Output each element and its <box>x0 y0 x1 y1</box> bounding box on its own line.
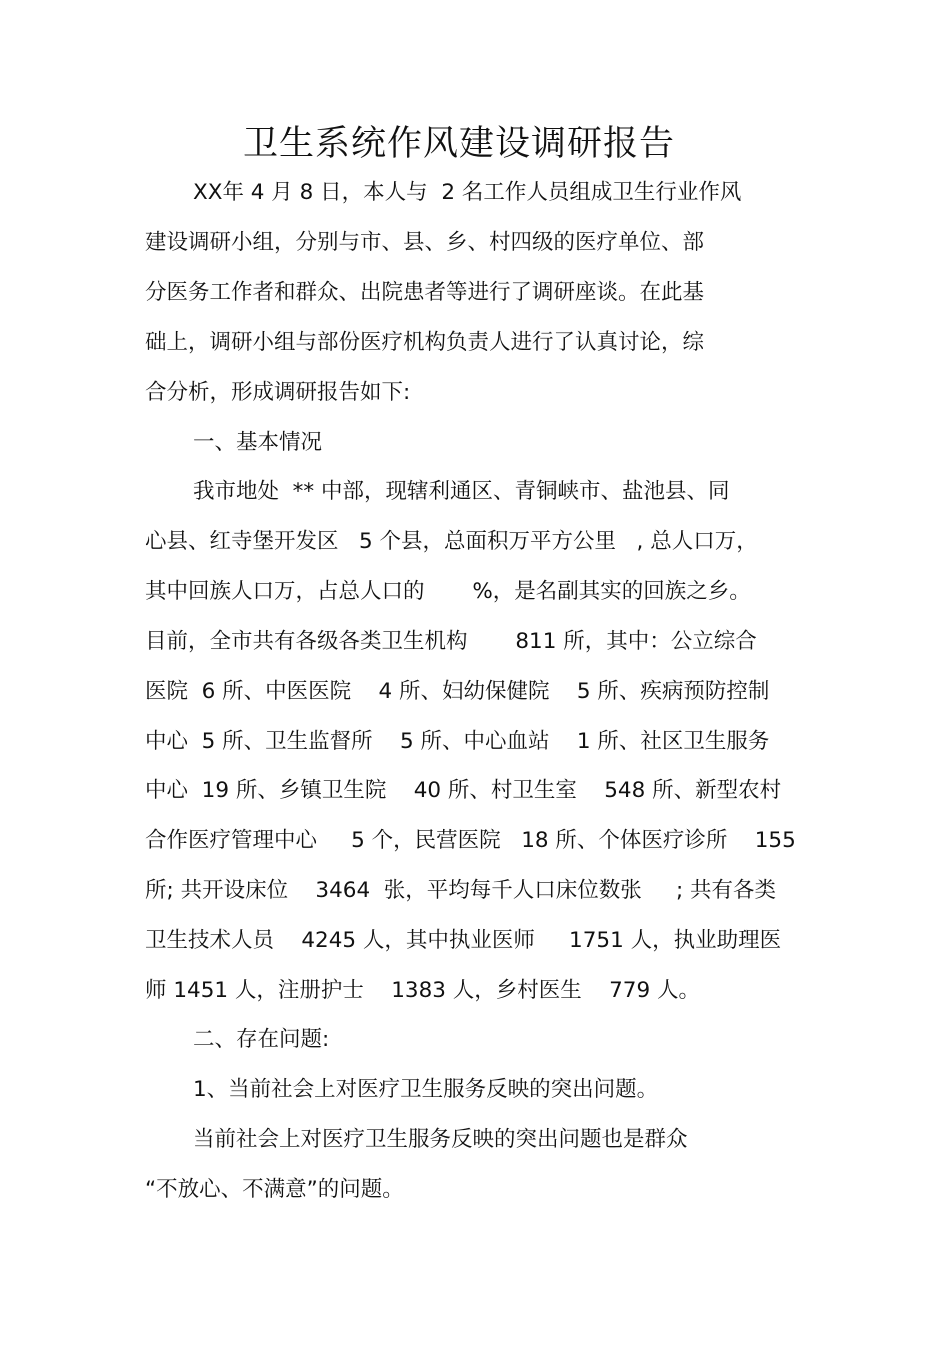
paragraph-line: 目前，全市共有各级各类卫生机构 811 所，其中：公立综合 <box>145 629 757 654</box>
paragraph-line: 中心 19 所、乡镇卫生院 40 所、村卫生室 548 所、新型农村 <box>145 778 782 803</box>
section-heading: 一、基本情况 <box>193 430 323 455</box>
paragraph-line: 医院 6 所、中医医院 4 所、妇幼保健院 5 所、疾病预防控制 <box>145 679 770 704</box>
paragraph-line: 分医务工作者和群众、出院患者等进行了调研座谈。在此基 <box>145 280 705 305</box>
paragraph-line: 卫生技术人员 4245 人，其中执业医师 1751 人，执业助理医 <box>145 928 782 953</box>
paragraph-line: 心县、红寺堡开发区 5 个县，总面积万平方公里 , 总人口万， <box>145 529 758 554</box>
paragraph-line: XX年 4 月 8 日，本人与 2 名工作人员组成卫生行业作风 <box>193 180 742 205</box>
paragraph-line: 当前社会上对医疗卫生服务反映的突出问题也是群众 <box>193 1127 688 1152</box>
paragraph-line: “不放心、不满意”的问题。 <box>145 1177 404 1202</box>
paragraph-line: 合作医疗管理中心 5 个，民营医院 18 所、个体医疗诊所 155 <box>145 828 796 853</box>
paragraph-line: 建设调研小组，分别与市、县、乡、村四级的医疗单位、部 <box>145 230 705 255</box>
document-title: 卫生系统作风建设调研报告 <box>242 124 675 164</box>
paragraph-line: 所; 共开设床位 3464 张，平均每千人口床位数张 ; 共有各类 <box>145 878 777 903</box>
paragraph-line: 师 1451 人，注册护士 1383 人，乡村医生 779 人。 <box>145 978 700 1003</box>
section-heading: 二、存在问题: <box>193 1027 330 1052</box>
paragraph-line: 中心 5 所、卫生监督所 5 所、中心血站 1 所、社区卫生服务 <box>145 729 770 754</box>
paragraph-line: 础上，调研小组与部份医疗机构负责人进行了认真讨论，综 <box>145 330 705 355</box>
paragraph-line: 我市地处 ** 中部，现辖利通区、青铜峡市、盐池县、同 <box>193 479 730 504</box>
paragraph-line: 其中回族人口万，占总人口的 %，是名副其实的回族之乡。 <box>145 579 751 604</box>
subsection-heading: 1、当前社会上对医疗卫生服务反映的突出问题。 <box>193 1077 659 1102</box>
paragraph-line: 合分析，形成调研报告如下: <box>145 380 411 405</box>
